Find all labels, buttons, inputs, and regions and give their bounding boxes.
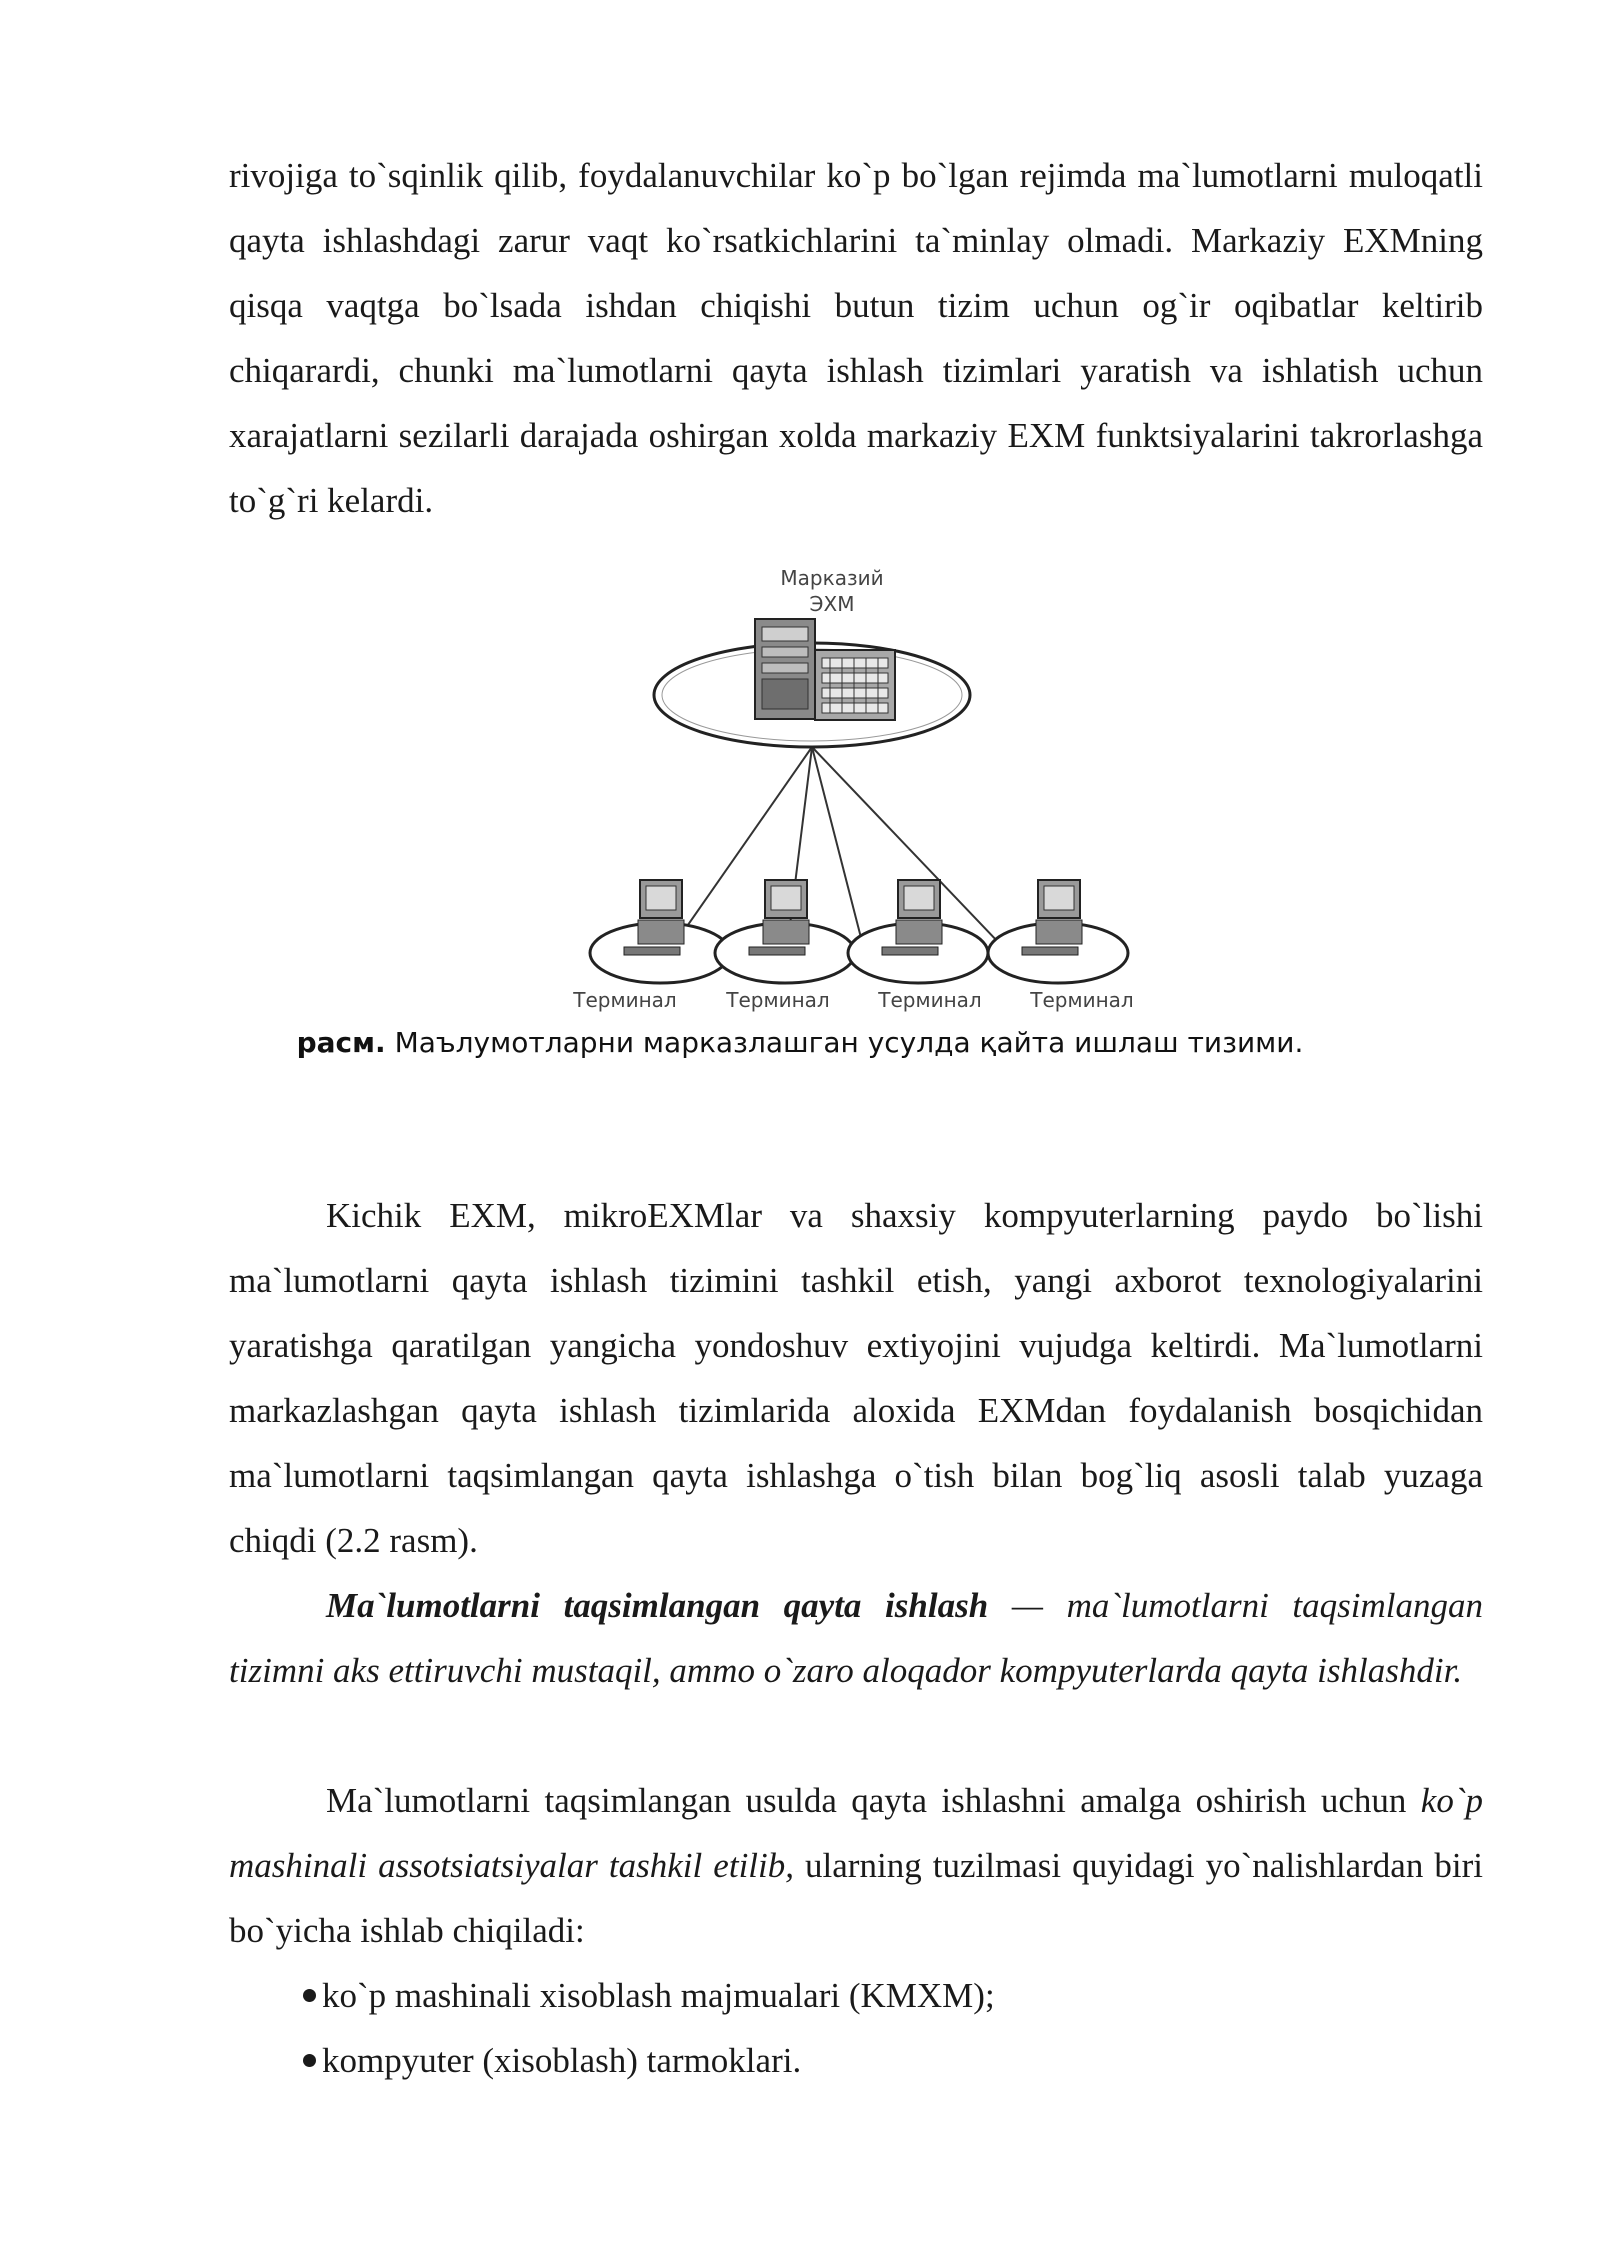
paragraph-3-italic: ko`p mashinali assotsiatsiyalar tashkil etilib, [229,1781,1483,1885]
terminal-label-4: Терминал [1030,988,1134,1012]
central-label-line1: Марказий [780,566,884,590]
paragraph-3-text [229,1768,1483,1963]
definition-text [229,1573,1483,1703]
terminal-label-3: Терминал [878,988,982,1012]
terminal-3 [848,880,988,983]
mainframe-icon [654,619,970,747]
terminal-label-1: Терминал [573,988,677,1012]
network-diagram [550,555,1150,1025]
bullet-icon [303,2054,316,2067]
paragraph-2-text: Kichik EXM, mikroEXMlar va shaxsiy kompyuterlarning paydo bo`lishi ma`lumotlarni qayta ishlash tizimini tashkil etish, yangi axborot texnologiyalarini yaratishga qaratilgan yangicha yondoshuv extiyojini vujudga keltirdi. Ma`lumotlarni markazlashgan qayta ishlash tizimlarida aloxida EXMdan foydalanish bosqichidan ma`lumotlarni taqsimlangan qayta ishlashga o`tish bilan bog`liq asosli talab yuzaga chiqdi (2.2 rasm). [229,1196,1483,1560]
paragraph-3 [229,1768,1483,1963]
definition-body: — ma`lumotlarni taqsimlangan tizimni aks ettiruvchi mustaqil, ammo o`zaro aloqador kompyuterlarda qayta ishlashdir. [229,1586,1483,1690]
terminal-4 [988,880,1128,983]
centralized-system-figure [550,555,1150,1025]
central-label-line2: ЭХМ [809,592,855,616]
list-item [303,2028,801,2093]
caption-text: Маълумотларни марказлашган усулда қайта ишлаш тизими. [394,1026,1304,1059]
terminal-2 [715,880,855,983]
list-item [303,1963,995,2028]
list-item-text: kompyuter (xisoblash) tarmoklari. [322,2041,802,2080]
paragraph-2 [229,1183,1483,1573]
paragraph-3-start: Ma`lumotlarni taqsimlangan usulda qayta ishlashni amalga oshirish uchun [326,1781,1421,1820]
list-item-text: ko`p mashinali xisoblash majmualari (KMXM); [322,1976,995,2015]
definition-paragraph [229,1573,1483,1703]
terminal-label-2: Терминал [726,988,830,1012]
figure-caption [0,1026,1600,1059]
caption-prefix: расм. [296,1026,386,1059]
definition-term: Ma`lumotlarni taqsimlangan qayta ishlash [326,1586,989,1625]
paragraph-1-text: rivojiga to`sqinlik qilib, foydalanuvchilar ko`p bo`lgan rejimda ma`lumotlarni muloqatli qayta ishlashdagi zarur vaqt ko`rsatkichlarini ta`minlay olmadi. Markaziy EXMning qisqa vaqtga bo`lsada ishdan chiqishi butun tizim uchun og`ir oqibatlar keltirib chiqarardi, chunki ma`lumotlarni qayta ishlash tizimlari yaratish va ishlatish uchun xarajatlarni sezilarli darajada oshirgan xolda markaziy EXM funktsiyalarini takrorlashga to`g`ri kelardi. [229,156,1483,520]
bullet-icon [303,1989,316,2002]
paragraph-1 [229,143,1483,533]
paragraph-3-end: ularning tuzilmasi quyidagi yo`nalishlardan biri bo`yicha ishlab chiqiladi: [229,1846,1483,1950]
